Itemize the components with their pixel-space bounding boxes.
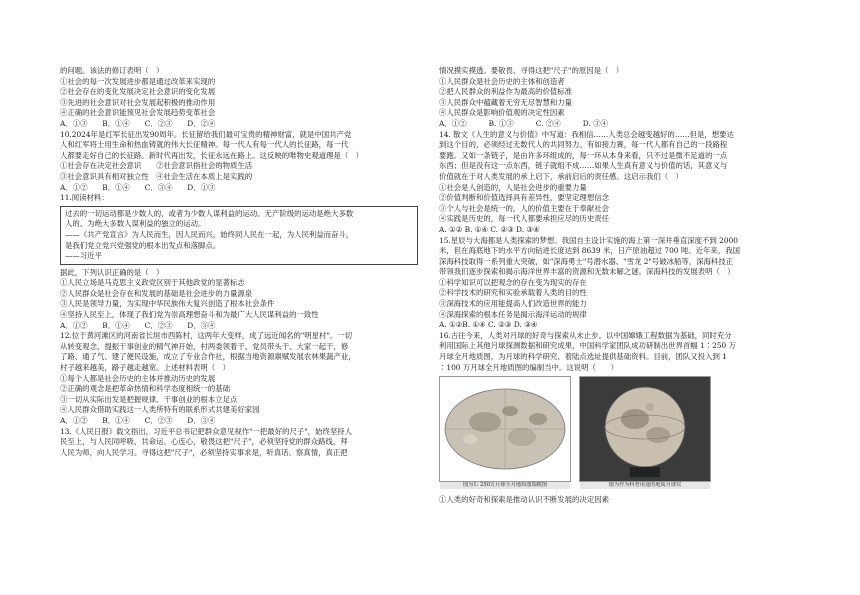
text-line: ①人民立场是马克思主义政党区别于其他政党的显著标志 xyxy=(60,278,245,288)
figure-caption-2: 图为作为科普用途的地质月球仪 xyxy=(580,482,710,489)
text-line: ③深海技术的应用能提高人们改造世界的能力 xyxy=(439,299,587,309)
moon-globe-image xyxy=(579,376,711,482)
text-line: ①科学知识可以把观念的存在变为现实的存在 xyxy=(439,277,587,287)
text-line: 到这个目的，必须经过无数代人的共同努力。有如接力赛，每一代人都有自己的一段路程 xyxy=(439,140,728,150)
text-line: 13.《人民日报》载文指出，习近平总书记把群众意见视作"一把最好的尺子"，始终坚持人 xyxy=(60,426,353,436)
text-line: 民至上，与人民同呼吸、共命运、心连心，敬畏这把"尺子"，必须坚持党的群众路线，拜 xyxy=(60,437,348,447)
text-line: 情况摸实摸透。要敬畏、寻得这把"尺子"的原因是（ ） xyxy=(439,66,624,75)
text-line: ∶100 万月球全月地质图的编制当中。这说明（ ） xyxy=(439,362,619,372)
text-line: ③一切从实际出发是把握规律、干事创业的根本立足点 xyxy=(60,394,238,404)
text-line: ④实践是历史的，每一代人都要承担应尽的历史责任 xyxy=(439,214,609,224)
text-line: 16.古往今来，人类对月球的好奇与探索从未止步。以中国嫦娥工程数据为基础，同时充分 xyxy=(439,330,732,340)
text-line: A．①② B．①④ C．②③ D．③④ xyxy=(60,320,216,330)
material-line: ——习近平 xyxy=(65,251,102,261)
material-line: 过去的一切运动都是少数人的，或者为少数人谋利益的运动。无产阶级的运动是绝大多数 xyxy=(65,208,354,218)
text-line: ①每个人都是社会历史的主体并推动历史的发展 xyxy=(60,373,216,383)
text-line: A. ①② B. ①④ C. ②③ D. ③④ xyxy=(439,224,540,234)
figure-moon-globe xyxy=(579,376,711,489)
text-line: 村子越来越美，路子越走越宽。上述材料表明（ ） xyxy=(60,363,230,373)
material-line: ——《共产党宣言》为人民而生，因人民而兴，始终同人民在一起，为人民利益而奋斗， xyxy=(65,229,354,239)
text-line: ①社会的每一次发展进步都是通过改革来实现的 xyxy=(60,76,216,86)
text-line: A. ①②B. ①④ C. ②③ D. ③④ xyxy=(439,320,538,330)
text-line: 米，但在海底地下的水平方向钻进长度达到 8639 米，日产原油超过 700 吨。近年来，我国 xyxy=(439,246,740,256)
material-line: 人的、为绝大多数人谋利益的独立的运动。 xyxy=(65,219,206,229)
text-line: ②科学技术的研究和实验承载着人类的目的性 xyxy=(439,288,587,298)
right-text-block-2 xyxy=(439,495,801,506)
text-line: ③社会意识具有相对独立性 ④社会生活在本质上是实践的 xyxy=(60,171,253,181)
text-line: ②价值判断和价值选择具有差异性，要坚定理想信念 xyxy=(439,193,609,203)
text-line: 了路、通了气、建了便民设施，成立了专业合作社，根据当地资源禀赋发展农林果蔬产业， xyxy=(60,352,356,362)
left-text-block xyxy=(60,66,418,204)
text-line: ④人民群众是影响价值观的决定性因素 xyxy=(439,108,565,118)
text-line: ③个人与社会是统一的，人的价值主要在于奉献社会 xyxy=(439,203,609,213)
text-line: ③人民是领导力量，为实现中华民族伟大复兴创造了根本社会条件 xyxy=(60,299,275,309)
text-line: ②人民群众是社会存在和发展的基础是社会进步的力量源泉 xyxy=(60,288,253,298)
text-line: ①人类的好奇和探索是推动认识不断发展的决定因素 xyxy=(439,495,609,505)
text-line: ③先进的社会意识对社会发展起积极的推动作用 xyxy=(60,97,216,107)
moon-figure xyxy=(439,376,801,489)
text-line: A．①② B．①④ C．③④ D．①③ xyxy=(60,182,216,192)
text-line: 人民为师，向人民学习。寻得这把"尺子"，必须坚持实事求是，听真话、察真情，真正把 xyxy=(60,447,348,457)
text-line: 东西；但是没有这一点东西，链子就组不成……如果人生真有意义与价值的话，其意义与 xyxy=(439,161,728,171)
text-line: ②正确的观念是把革命热情和科学态度相统一的基础 xyxy=(60,384,230,394)
text-line: ①社会存在决定社会意识 ②社会意识指社会的物质生活 xyxy=(60,161,253,171)
text-line: 从转变观念，提振干事创业的精气神开始，村两委领着干、党员带头干、大家一起干，修 xyxy=(60,341,349,351)
text-line: ④深海探索的根本任务是揭示海洋运动的规律 xyxy=(439,309,587,319)
text-line: ②把人民群众的利益作为最高的价值标准 xyxy=(439,87,573,97)
text-line: ②社会存在的变化发展决定社会意识的变化发展 xyxy=(60,87,216,97)
right-column xyxy=(439,66,801,506)
text-line: 据此，下列认识正确的是（ ） xyxy=(60,267,164,277)
right-text-block xyxy=(439,66,801,373)
text-line: 的问题。该法的修订表明（ ） xyxy=(60,66,164,75)
text-line: 14. 散文《人生的意义与价值》中写道：我相信……人类总会越变越好的……但是，想要达 xyxy=(439,129,734,139)
text-line: ④正确的社会意识能预见社会发展趋势变革社会 xyxy=(60,108,216,118)
text-line: 要跑。又如一条链子，是由许多环组成的，每一环从本身来看，只不过是微不足道的一点 xyxy=(439,150,728,160)
text-line: ④坚持人民至上，体现了我们党为崇高理想奋斗和为最广大人民谋利益的一致性 xyxy=(60,310,319,320)
text-line: A．①③ B．①④ C．②③ D．②④ xyxy=(60,118,216,128)
text-line: ③人民群众中蕴藏着无穷无尽智慧和力量 xyxy=(439,97,573,107)
text-line: ①人民群众是社会历史的主体和创造者 xyxy=(439,76,565,86)
text-line: ④人民群众借助实践这一人类所特有的联系形式共建美好家园 xyxy=(60,405,260,415)
text-line: 价值就在于对人类发展的承上启下，承前启后的责任感。这启示我们（ ） xyxy=(439,171,683,181)
text-line: 带领我们逐步探索和揭示海洋世界丰富的资源和无数未解之谜。深海科技的发展表明（ ） xyxy=(439,267,735,277)
text-line: A．①② B．①④ C．②③ D．③④ xyxy=(60,416,216,425)
text-line: 人都要走好自己的长征路。新时代再出发，长征永远在路上。这反映的唯物史观道理是（ ） xyxy=(60,150,364,160)
text-line: 12.位于黄河滩区的河南省长垣市西陈村，这两年大变样，成了远近闻名的"明星村"。一切 xyxy=(60,331,353,341)
text-line: 人和红军将士用生命和热血铸就的伟大长征精神。每一代人有每一代人的长征路，每一代 xyxy=(60,140,349,150)
figure-geologic-map xyxy=(439,376,571,489)
text-line: 10.2024年是红军长征出发90周年。长征留给我们最可宝贵的精神财富，就是中国共产党 xyxy=(60,129,352,139)
text-line: 月球全月地质图，为月球的科学研究、着陆点选址提供基础资料。目前，团队又投入到 1 xyxy=(439,352,727,362)
figure-caption-1: 图为1: 250万月球全月地质图瑞模图 xyxy=(440,482,570,489)
text-line: 11.阅读材料： xyxy=(60,193,109,203)
reading-material-box xyxy=(60,206,418,265)
text-line: A．①② B. ①③ C. ②④ D. ③④ xyxy=(439,118,608,128)
moon-map-image xyxy=(439,376,571,482)
text-line: 利用国际上其他月球探测数据和研究成果，中国科学家团队成功研制出世界首幅 1∶250 万 xyxy=(439,341,736,351)
left-text-block-2 xyxy=(60,268,418,459)
text-line: ①社会是人创造的，人是社会进步的重要力量 xyxy=(439,182,587,192)
text-line: 15.星辰与大海都是人类探索的梦想。我国自主设计实施的海上第一深井垂直深度不到 2000 xyxy=(439,235,738,245)
left-column xyxy=(60,66,418,458)
material-line: 是我们党立党兴党强党的根本出发点和落脚点。 xyxy=(65,240,221,250)
text-line: 深海科技取得一系列重大突破，如"深海勇士"号潜水器、"雪龙 2"号破冰船等，深海科技正 xyxy=(439,256,734,266)
